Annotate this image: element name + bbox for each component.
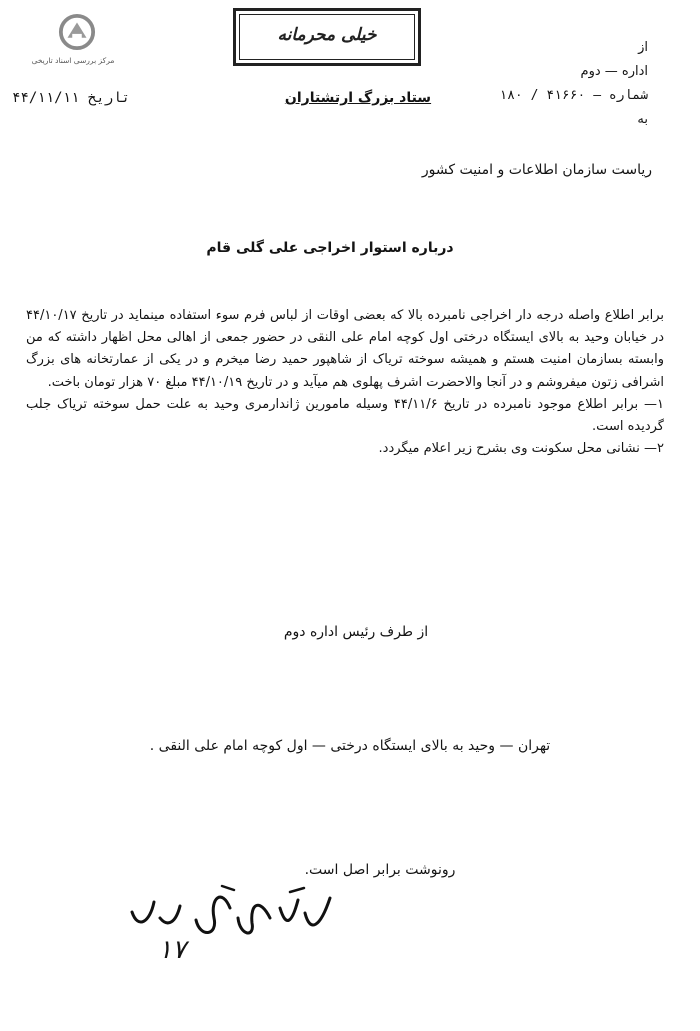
stamp-text: خیلی محرمانه: [277, 25, 377, 45]
meta-to: به: [637, 112, 648, 127]
organization-title: ستاد بزرگ ارتشتاران: [284, 90, 432, 106]
logo-text: مرکز بررسی اسناد تاریخی: [31, 56, 115, 65]
meta-number: شماره — ۴۱۶۶۰ / ۱۸۰: [499, 88, 648, 103]
letter-meta: [448, 36, 648, 132]
signature-number: ۱۷: [158, 935, 186, 965]
classification-stamp: [233, 8, 421, 66]
document-date: تاریخ ۴۴/۱۱/۱۱: [12, 90, 131, 106]
certified-copy-line: رونوشت برابر اصل است.: [304, 862, 456, 878]
archive-logo: [24, 12, 122, 70]
subject-line: درباره استوار اخراجی علی گلی قام: [206, 240, 454, 256]
handwritten-signature: [110, 878, 350, 958]
recipient-line: ریاست سازمان اطلاعات و امنیت کشور: [421, 162, 652, 178]
body-item-1: ۱— برابر اطلاع موجود نامبرده در تاریخ ۴۴/۱۱/۶ وسیله مامورین ژاندارمری وحید به علت حمل سوخته تریاک جلب گردیده است.: [26, 396, 665, 435]
letter-body: [26, 305, 664, 460]
body-item-2: ۲— نشانی محل سکونت وی بشرح زیر اعلام میگردد.: [378, 441, 664, 457]
meta-from: از: [638, 40, 648, 55]
sender-line: از طرف رئیس اداره دوم: [283, 624, 429, 640]
archive-emblem-icon: [58, 12, 96, 52]
body-paragraph: برابر اطلاع واصله درجه دار اخراجی نامبرده بالا که بعضی اوقات از لباس فرم سوء استفاده مینماید در تاریخ ۴۴/۱۰/۱۷ در خیابان وحید به بالای ایستگاه درختی اول کوچه امام علی النقی در حضور جمعی از اهالی محل اظهار داشته که من وابسته بسازمان امنیت هستم و همیشه سوخته تریاک از شاهپور حمید رضا میخرم و در یکی از عمارتخانه های بزرگ اشرافی زتون میفروشم و در آنجا والاحضرت اشرف پهلوی هم میآید و در تاریخ ۴۴/۱۰/۱۹ مبلغ ۷۰ هزار تومان باخت.: [26, 308, 664, 390]
meta-department: اداره — دوم: [580, 64, 648, 79]
address-line: تهران — وحید به بالای ایستگاه درختی — اول کوچه امام علی النقی .: [149, 738, 551, 754]
